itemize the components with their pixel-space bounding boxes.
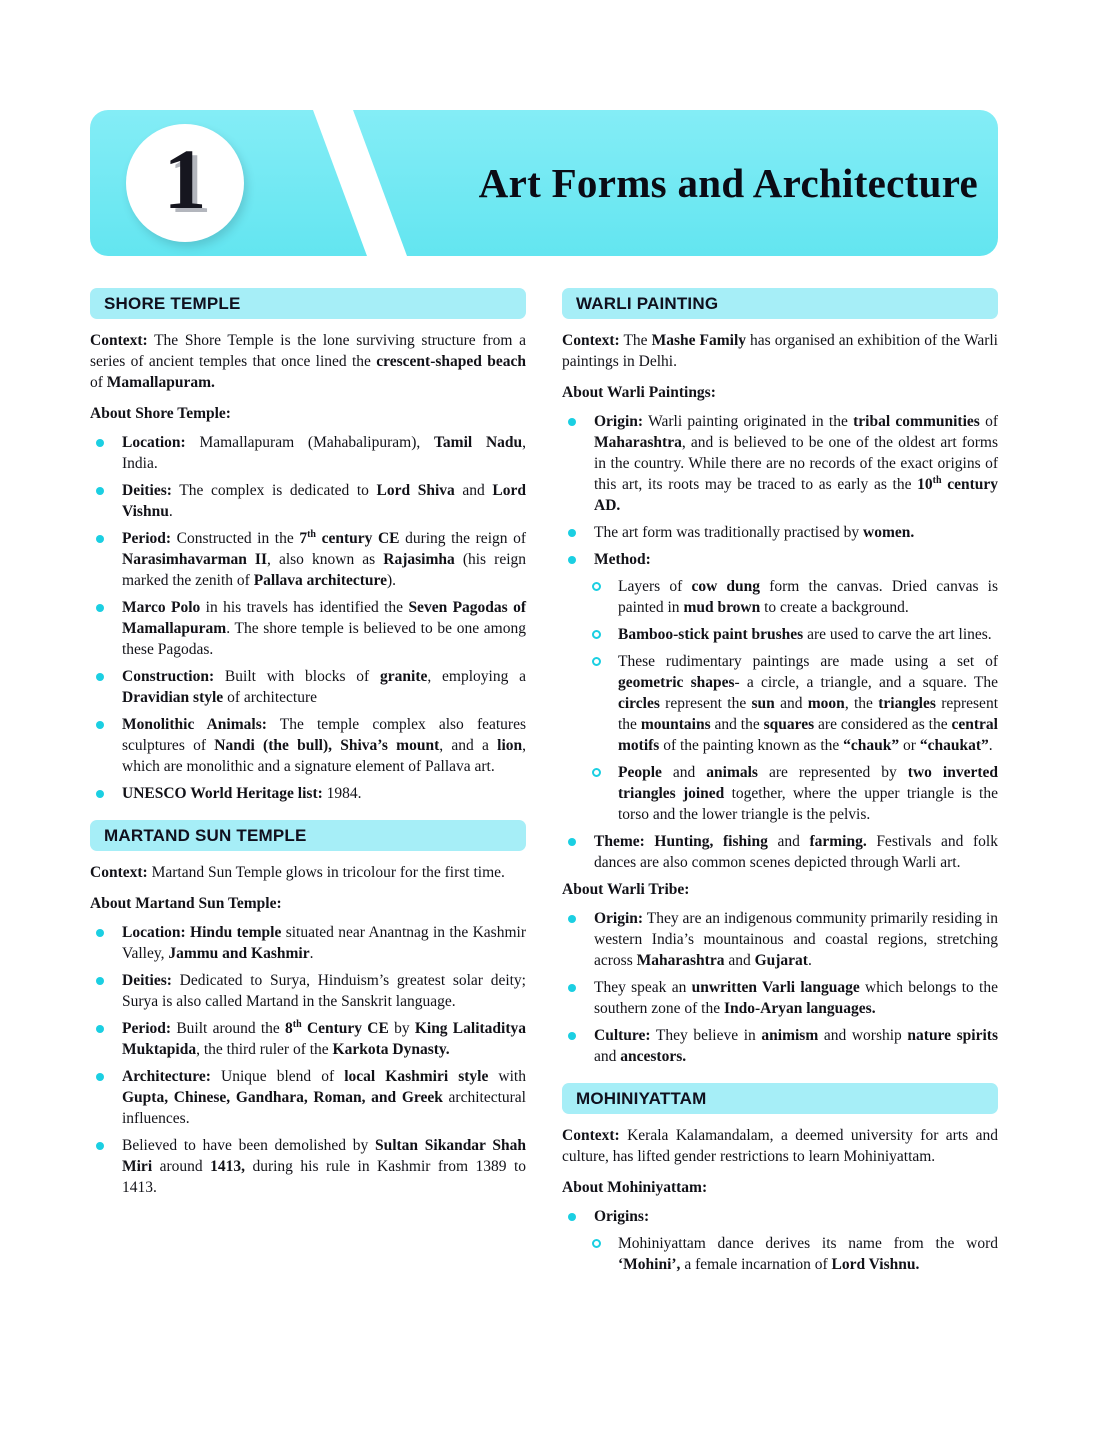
section-heading: WARLI PAINTING <box>562 288 998 319</box>
list-item-text: Construction: Built with blocks of granite, employing a Dravidian style of architecture <box>122 668 526 706</box>
list-item <box>562 977 998 1019</box>
list-item <box>562 411 998 516</box>
list-item <box>90 597 526 660</box>
list-item <box>90 1066 526 1129</box>
document-page <box>90 110 998 1281</box>
sub-bullet-icon <box>592 1239 601 1248</box>
list-item <box>90 970 526 1012</box>
bullet-icon <box>96 721 104 729</box>
list-item <box>592 576 998 618</box>
list-item-text: Monolithic Animals: The temple complex also features sculptures of Nandi (the bull), Shiva’s mount, and a lion, which are monolithic and a signature element of Pallava art. <box>122 716 527 775</box>
list-item <box>562 522 998 543</box>
bullet-icon <box>96 1025 104 1033</box>
list-item-text: Culture: They believe in animism and worship nature spirits and ancestors. <box>594 1027 998 1065</box>
bullet-icon <box>568 418 576 426</box>
list-item-text: Location: Mamallapuram (Mahabalipuram), Tamil Nadu, India. <box>122 434 526 472</box>
list-item-text: Deities: Dedicated to Surya, Hinduism’s greatest solar deity; Surya is also called Martand in the Sanskrit language. <box>122 972 526 1010</box>
list-item-text: UNESCO World Heritage list: 1984. <box>122 785 362 802</box>
page-title: Art Forms and Architecture <box>478 160 978 206</box>
list-item <box>562 831 998 873</box>
list-item-text: Layers of cow dung form the canvas. Dried canvas is painted in mud brown to create a background. <box>618 578 998 616</box>
list-item-text: They speak an unwritten Varli language which belongs to the southern zone of the Indo-Aryan languages. <box>594 979 998 1017</box>
list-item <box>562 1206 998 1227</box>
list-item-text: Theme: Hunting, fishing and farming. Festivals and folk dances are also common scenes depicted through Warli art. <box>594 833 998 871</box>
subheading: About Mohiniyattam: <box>562 1179 708 1196</box>
banner-slash-decoration <box>295 110 425 256</box>
bullet-icon <box>96 604 104 612</box>
subheading: About Shore Temple: <box>90 405 231 422</box>
list-item-text: Marco Polo in his travels has identified the Seven Pagodas of Mamallapuram. The shore temple is believed to be one among these Pagodas. <box>122 599 526 658</box>
section-heading: MARTAND SUN TEMPLE <box>90 820 526 851</box>
list-item <box>90 666 526 708</box>
paragraph: Context: The Mashe Family has organised an exhibition of the Warli paintings in Delhi. <box>562 332 998 370</box>
paragraph: Context: The Shore Temple is the lone surviving structure from a series of ancient temples that once lined the crescent-shaped beach of Mamallapuram. <box>90 332 526 391</box>
list-item-text: Origin: They are an indigenous community primarily residing in western India’s mountainous and coastal regions, stretching across Maharashtra and Gujarat. <box>594 910 998 969</box>
list-item <box>90 432 526 474</box>
paragraph: Context: Martand Sun Temple glows in tricolour for the first time. <box>90 864 505 881</box>
bullet-icon <box>568 529 576 537</box>
sub-bullet-icon <box>592 630 601 639</box>
bullet-icon <box>96 790 104 798</box>
chapter-number-circle <box>126 124 244 242</box>
list-item-text: These rudimentary paintings are made using a set of geometric shapes- a circle, a triangle, and a square. The circles represent the sun and moon, the triangles represent the mountains and the squares are considered as the central motifs of the painting known as the “chauk” or “chaukat”. <box>618 653 998 754</box>
list-item-text: People and animals are represented by two inverted triangles joined together, where the upper triangle is the torso and the lower triangle is the pelvis. <box>618 764 998 823</box>
content-columns <box>90 288 998 1281</box>
list-item-text: Believed to have been demolished by Sultan Sikandar Shah Miri around 1413, during his rule in Kashmir from 1389 to 1413. <box>122 1137 526 1196</box>
list-item <box>592 651 998 756</box>
list-item <box>592 1233 998 1275</box>
paragraph: Context: Kerala Kalamandalam, a deemed university for arts and culture, has lifted gender restrictions to learn Mohiniyattam. <box>562 1127 998 1165</box>
bullet-icon <box>568 838 576 846</box>
bullet-icon <box>568 984 576 992</box>
list-item <box>562 549 998 570</box>
column-left <box>90 288 526 1204</box>
list-item-text: Architecture: Unique blend of local Kashmiri style with Gupta, Chinese, Gandhara, Roman, and Greek architectural influences. <box>122 1068 526 1127</box>
list-item <box>90 1135 526 1198</box>
list-item <box>90 714 526 777</box>
list-item <box>90 1018 526 1060</box>
list-item <box>90 922 526 964</box>
list-item-text: Location: Hindu temple situated near Anantnag in the Kashmir Valley, Jammu and Kashmir. <box>122 924 526 962</box>
bullet-icon <box>568 1032 576 1040</box>
bullet-icon <box>96 439 104 447</box>
section-heading: SHORE TEMPLE <box>90 288 526 319</box>
list-item <box>90 480 526 522</box>
section-heading: MOHINIYATTAM <box>562 1083 998 1114</box>
bullet-icon <box>96 1142 104 1150</box>
bullet-icon <box>96 977 104 985</box>
bullet-icon <box>96 1073 104 1081</box>
chapter-banner <box>90 110 998 256</box>
list-item <box>90 783 526 804</box>
bullet-icon <box>568 1213 576 1221</box>
bullet-icon <box>96 929 104 937</box>
list-item <box>562 908 998 971</box>
subheading: About Warli Tribe: <box>562 881 690 898</box>
bullet-icon <box>568 915 576 923</box>
sub-bullet-icon <box>592 768 601 777</box>
column-right <box>562 288 998 1281</box>
bullet-icon <box>96 673 104 681</box>
chapter-number: 1 <box>163 131 207 227</box>
list-item-text: Method: <box>594 551 651 568</box>
list-item-text: Period: Built around the 8th Century CE by King Lalitaditya Muktapida, the third ruler of the Karkota Dynasty. <box>122 1018 527 1058</box>
list-item <box>562 1025 998 1067</box>
sub-bullet-icon <box>592 657 601 666</box>
list-item <box>592 624 998 645</box>
list-item <box>90 528 526 591</box>
list-item-text: Bamboo-stick paint brushes are used to carve the art lines. <box>618 626 992 643</box>
bullet-icon <box>96 535 104 543</box>
list-item-text: Origin: Warli painting originated in the tribal communities of Maharashtra, and is believed to be one of the oldest art forms in the country. While there are no records of the exact origins of this art, its roots may be traced to as early as the 10th century AD. <box>594 413 998 514</box>
bullet-icon <box>96 487 104 495</box>
list-item <box>592 762 998 825</box>
sub-bullet-icon <box>592 582 601 591</box>
list-item-text: Deities: The complex is dedicated to Lord Shiva and Lord Vishnu. <box>122 482 526 520</box>
list-item-text: The art form was traditionally practised by women. <box>594 524 915 541</box>
list-item-text: Period: Constructed in the 7th century CE during the reign of Narasimhavarman II, also known as Rajasimha (his reign marked the zenith of Pallava architecture). <box>122 528 526 589</box>
subheading: About Warli Paintings: <box>562 384 716 401</box>
list-item-text: Origins: <box>594 1208 650 1225</box>
bullet-icon <box>568 556 576 564</box>
subheading: About Martand Sun Temple: <box>90 895 282 912</box>
list-item-text: Mohiniyattam dance derives its name from the word ‘Mohini’, a female incarnation of Lord Vishnu. <box>618 1235 998 1273</box>
